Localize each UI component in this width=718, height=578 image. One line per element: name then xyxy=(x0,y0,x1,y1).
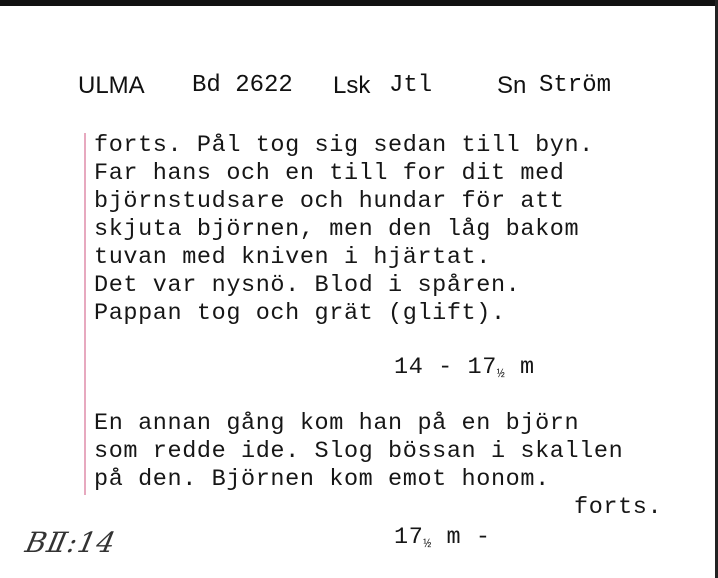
time-span-2-prefix: 17 xyxy=(394,524,424,551)
time-span-1-fraction: ½ xyxy=(496,366,506,381)
header-lsk: Lsk xyxy=(333,72,371,99)
text-line: tuvan med kniven i hjärtat. xyxy=(94,244,491,271)
header-place: Ström xyxy=(539,72,612,99)
header-name: ULMA xyxy=(78,72,145,99)
time-span-1-prefix: 14 - 17 xyxy=(394,354,497,381)
text-line: forts. Pål tog sig sedan till byn. xyxy=(94,132,594,159)
handwritten-signature: BⅡ:14 xyxy=(22,526,120,559)
text-line: En annan gång kom han på en björn xyxy=(94,410,580,437)
text-line: på den. Björnen kom emot honom. xyxy=(94,466,550,493)
text-line: Far hans och en till for dit med xyxy=(94,160,565,187)
text-line: skjuta björnen, men den låg bakom xyxy=(94,216,580,243)
time-span-2-fraction: ½ xyxy=(423,536,432,551)
time-span-1-suffix: m xyxy=(505,354,535,381)
text-line: Det var nysnö. Blod i spåren. xyxy=(94,272,521,299)
time-span-1 xyxy=(394,354,535,381)
card-header xyxy=(0,72,718,106)
header-jtl: Jtl xyxy=(389,72,433,99)
time-span-2-suffix: m - xyxy=(431,524,491,551)
text-line: som redde ide. Slog bössan i skallen xyxy=(94,438,624,465)
continued-note: forts. xyxy=(574,494,663,521)
header-sn: Sn xyxy=(497,72,527,99)
time-span-2 xyxy=(394,524,491,551)
margin-rule xyxy=(84,133,86,495)
header-bd: Bd 2622 xyxy=(192,72,293,99)
top-edge-border xyxy=(0,0,718,6)
text-line: Pappan tog och grät (glift). xyxy=(94,300,506,327)
text-line: björnstudsare och hundar för att xyxy=(94,188,565,215)
